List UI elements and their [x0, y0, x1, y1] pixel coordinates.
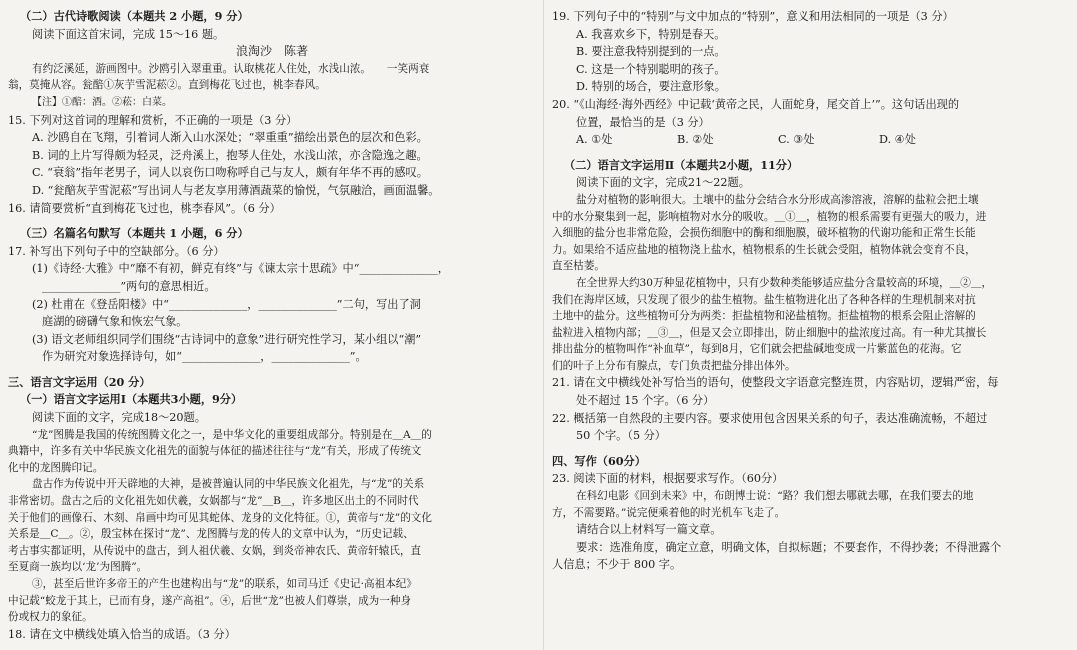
left-line: 三、语言文字运用（20 分） [8, 374, 151, 389]
question-19 [552, 8, 1067, 96]
right-column [552, 8, 1067, 574]
right-line [552, 149, 1067, 157]
left-line: 阅读下面的文字，完成18～20题。 [32, 411, 206, 425]
right-line: 们的叶子上分布有腺点，专门负责把盐分排出体外。 [552, 359, 796, 372]
left-line: A. 沙鸥自在飞翔，引着词人渐入山水深处；“翠重重”描绘出景色的层次和色彩。 [32, 131, 428, 145]
left-line: 【注】①醅：酒。②菘：白菜。 [32, 96, 172, 108]
left-line: 作为研究对象选择诗句，如“______________，______________”。 [42, 350, 367, 364]
q20-option-a: A. ①处 [576, 133, 613, 147]
right-line: 直至枯萎。 [552, 260, 605, 273]
right-line [552, 445, 1067, 453]
q19-stem: 19. 下列句子中的“特别”与文中加点的“特别”，意义和用法相同的一项是（3 分） [552, 10, 954, 23]
right-line: 50 个字。（5 分） [576, 429, 666, 443]
right-line: （二）语言文字运用Ⅱ（本题共2小题，11分） [564, 157, 799, 172]
left-line: （一）语言文字运用Ⅰ（本题共3小题，9分） [20, 392, 243, 407]
right-line: 21. 请在文中横线处补写恰当的语句，使整段文字语意完整连贯，内容贴切，逻辑严密，每 [552, 376, 999, 390]
right-line: 在科幻电影《回到未来》中，布朗博士说：“路？我们想去哪就去哪，在我们要去的地 [576, 490, 974, 503]
right-line: 中的水分聚集到一起，影响植物对水分的吸收。＿①＿，植物的根系需要有更强大的吸力，进 [552, 210, 987, 223]
q19-option-d: D. 特别的场合，要注意形象。 [576, 80, 726, 94]
left-line: 关于他们的画像石、木刻、帛画中均可见其蛇体、龙身的文化特征。①，黄帝与“龙”的文化 [8, 511, 432, 524]
q20-option-b: B. ②处 [677, 133, 714, 147]
q19-option-c: C. 这是一个特别聪明的孩子。 [576, 62, 726, 76]
left-line [8, 217, 536, 225]
left-line: 15. 下列对这首词的理解和赏析，不正确的一项是（3 分） [8, 113, 298, 127]
question-20 [552, 96, 1067, 149]
q20-option-c: C. ③处 [778, 133, 815, 147]
left-line: 典籍中，许多有关中华民族文化祖先的面貌与体征的描述往往与“龙”有关，形成了传统文 [8, 445, 422, 458]
left-line: 16. 请简要赏析“直到梅花飞过也，桃李春风”。（6 分） [8, 201, 281, 215]
right-line: 人信息；不少于 800 字。 [552, 558, 682, 572]
left-line: 非常密切。盘古之后的文化祖先如伏羲，女娲都与“龙”＿B＿，许多地区出土的不同时代 [8, 495, 419, 508]
right-line: 入细胞的盐分也非常危险，会损伤细胞中的酶和细胞膜，破坏植物的代谢功能和正常生长能 [552, 227, 976, 240]
right-line: 在全世界大约30万种显花植物中，只有少数种类能够适应盐分含量较高的环境，＿②＿， [576, 276, 993, 289]
left-line: B. 词的上片写得颇为轻灵，泛舟溪上，抱琴人住处，水浅山浓，亦含隐逸之趣。 [32, 148, 428, 162]
q20-stem: 20. “《山海经·海外西经》中记载‘黄帝之民，人面蛇身，尾交首上’”。这句话出现的 [552, 97, 960, 111]
left-line: 18. 请在文中横线处填入恰当的成语。（3 分） [8, 627, 236, 641]
left-line: 考古事实都证明，从传说中的盘古，到人祖伏羲、女娲，到炎帝神农氏、黄帝轩辕氏，直 [8, 544, 422, 557]
left-line: ______________”两句的意思相近。 [42, 279, 216, 293]
left-line: ③，甚至后世许多帝王的产生也建构出与“龙”的联系，如司马迁《史记·高祖本纪》 [32, 578, 417, 590]
right-line: 盐粒进入植物内部；＿③＿，但是又会立即排出，防止细胞中的盐浓度过高。有一种尤其擅长 [552, 326, 987, 339]
q20-options [552, 131, 1067, 149]
left-line: 关系是＿C＿。②，殷宝林在探讨“龙”、龙图腾与龙的传人的文章中认为，“历史记载、 [8, 528, 414, 541]
left-line: （二）古代诗歌阅读（本题共 2 小题，9 分） [20, 9, 249, 23]
column-divider [543, 0, 544, 650]
right-line: 四、写作（60分） [552, 453, 646, 468]
right-line: 方，不需要路。”说完便乘着他的时光机车飞走了。 [552, 506, 786, 519]
right-line: 请结合以上材料写一篇文章。 [576, 523, 722, 537]
right-line: 排出盐分的植物叫作“补血草”，每到8月，它们就会把盐碱地变成一片紫蓝色的花海。它 [552, 343, 962, 356]
q19-option-a: A. 我喜欢乡下，特别是春天。 [576, 27, 726, 41]
q20-option-d: D. ④处 [879, 133, 916, 147]
right-line: 要求：选准角度，确定立意，明确文体，自拟标题；不要套作，不得抄袭；不得泄露个 [576, 540, 1002, 554]
right-line: 阅读下面的文字，完成21～22题。 [576, 176, 750, 190]
left-line: 盘古作为传说中开天辟地的大神，是被普遍认同的中华民族文化祖先，与“龙”的关系 [32, 478, 425, 491]
right-line: 23. 阅读下面的材料，根据要求写作。（60分） [552, 472, 784, 486]
left-line: 份或权力的象征。 [8, 611, 93, 624]
left-line: 庭湖的磅礴气象和恢宏气象。 [42, 315, 188, 329]
right-line: 我们在海岸区域，只发现了很少的盐生植物。盐生植物进化出了各种各样的生理机制来对抗 [552, 293, 976, 306]
left-line: 中记载“蛟龙于其上，已而有身，遂产高祖”。④，后世“龙”也被人们尊崇，成为一种身 [8, 594, 412, 607]
left-line: C. “衰翁”指年老男子，词人以哀伤口吻称呼自己与友人，颇有年华不再的感叹。 [32, 166, 428, 180]
right-line: 处不超过 15 个字。（6 分） [576, 394, 715, 408]
left-line [8, 366, 536, 374]
left-line: (2) 杜甫在《登岳阳楼》中“______________，______________”二句，写出了洞 [32, 297, 421, 311]
left-line: 翁，莫掩从容。瓮醅①灰芋雪泥菘②。直到梅花飞过也，桃李春风。 [8, 79, 326, 92]
q20-stem-cont: 位置，最恰当的是（3 分） [576, 115, 710, 129]
left-line: 阅读下面这首宋词，完成 15～16 题。 [32, 27, 225, 41]
right-text-block [552, 149, 1067, 574]
left-line: 至夏商一族均以‘龙’为图腾”。 [8, 561, 148, 574]
left-line: 17. 补写出下列句子中的空缺部分。（6 分） [8, 244, 225, 258]
left-line: D. “瓮醅灰芋雪泥菘”写出词人与老友享用薄酒蔬菜的愉悦，气氛融洽，画面温馨。 [32, 183, 440, 197]
left-line: “龙”图腾是我国的传统图腾文化之一，是中华文化的重要组成部分。特别是在＿A＿的 [32, 428, 432, 441]
right-line: 22. 概括第一自然段的主要内容。要求使用包含因果关系的句子，表达准确流畅，不超过 [552, 411, 988, 425]
left-line: (3) 语文老师组织同学们围绕“古诗词中的意象”进行研究性学习，某小组以“潮” [32, 332, 422, 346]
right-line: 土地中的盐分。这些植物可分为两类：拒盐植物和泌盐植物。拒盐植物的根系会阻止溶解的 [552, 310, 976, 323]
q19-option-b: B. 要注意我特别提到的一点。 [576, 45, 726, 59]
left-line: (1)《诗经·大雅》中“靡不有初，鲜克有终”与《谏太宗十思疏》中“______________， [32, 262, 449, 276]
right-line: 力。如果给不适应盐地的植物浇上盐水，植物根系的生长就会受阻，植物体就会变育不良， [552, 243, 976, 256]
right-line: 盐分对植物的影响很大。土壤中的盐分会结合水分形成高渗溶液，溶解的盐粒会把土壤 [576, 193, 979, 206]
left-line: （三）名篇名句默写（本题共 1 小题，6 分） [20, 226, 249, 241]
left-line: 有约泛溪延，游画图中。沙鸥引入翠重重。认取桃花人住处，水浅山浓。 一笑两衰 [32, 62, 430, 75]
left-column [8, 8, 536, 643]
left-line: 化中的龙图腾印记。 [8, 461, 104, 474]
left-line: 浪淘沙 陈著 [235, 44, 308, 59]
